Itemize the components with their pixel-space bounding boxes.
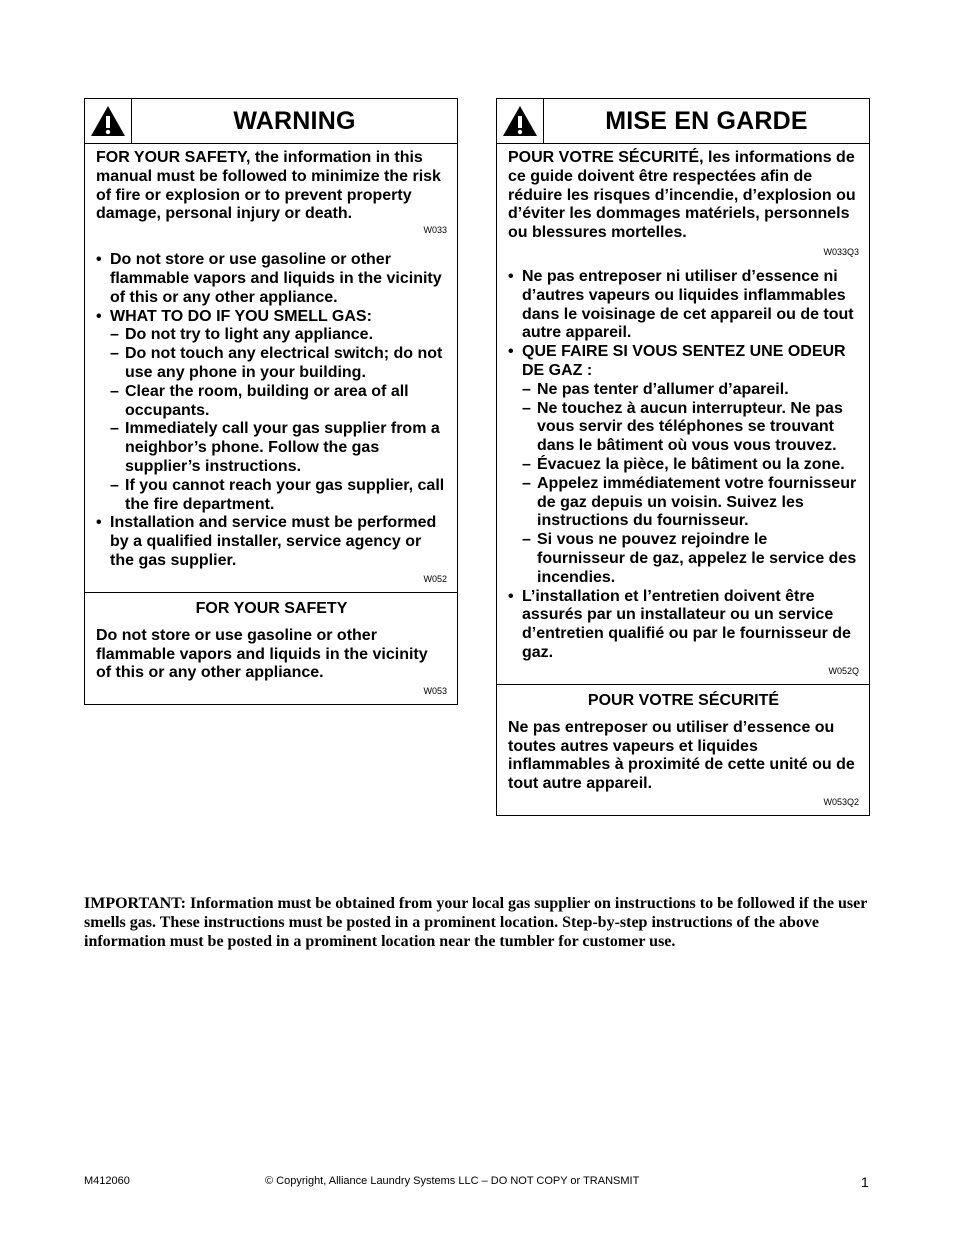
warning-triangle-icon [89, 104, 127, 138]
intro-text: FOR YOUR SAFETY, the information in this manual must be followed to minimize the risk of fire or explosion or to prevent property damage, personal injury or death. [96, 149, 441, 223]
intro-text: POUR VOTRE SÉCURITÉ, les informations de ce guide doivent être respectées afin de réduire les risques d’incendie, d’explosion ou d’éviter les dommages matériels, personnels ou blessures mortelles. [508, 149, 856, 242]
warning-title: WARNING [233, 107, 356, 135]
step-item: – Do not try to light any appliance. [110, 326, 447, 345]
document-number: M412060 [84, 1175, 130, 1187]
step-item: – Évacuez la pièce, le bâtiment ou la zone. [522, 456, 859, 475]
safety-text: Do not store or use gasoline or other flammable vapors and liquids in the vicinity of this or any other appliance. [96, 626, 428, 682]
safety-section [85, 592, 457, 696]
intro-section [497, 144, 869, 676]
bullet-list [508, 268, 859, 663]
bullet-list [96, 251, 447, 571]
smell-gas-steps [110, 326, 447, 514]
warning-triangle-icon [501, 104, 539, 138]
bullet-item [96, 308, 447, 515]
safety-code: W053 [423, 686, 447, 697]
warning-header [497, 99, 869, 144]
step-item: – Ne touchez à aucun interrupteur. Ne pas vous servir des téléphones se trouvant dans le bâtiment où vous vous trouvez. [522, 400, 859, 456]
bullet-item [508, 343, 859, 587]
warning-box-french [496, 98, 870, 816]
warning-icon-cell [85, 99, 132, 143]
step-item: – Immediately call your gas supplier from a neighbor’s phone. Follow the gas supplier’s instructions. [110, 420, 447, 476]
bullet-item: • Do not store or use gasoline or other flammable vapors and liquids in the vicinity of this or any other appliance. [96, 251, 447, 307]
page-number: 1 [861, 1174, 869, 1190]
intro-code: W033 [423, 225, 447, 236]
warning-header [85, 99, 457, 144]
step-item: – Appelez immédiatement votre fournisseur de gaz depuis un voisin. Suivez les instructions du fournisseur. [522, 475, 859, 531]
bullet-item-label: QUE FAIRE SI VOUS SENTEZ UNE ODEUR DE GAZ : [522, 343, 846, 379]
warning-icon-cell [497, 99, 544, 143]
intro-section [85, 144, 457, 584]
step-item: – If you cannot reach your gas supplier, call the fire department. [110, 477, 447, 515]
bullet-item: • Ne pas entreposer ni utiliser d’essence ni d’autres vapeurs ou liquides inflammables dans le voisinage de cet appareil ou de tout autre appareil. [508, 268, 859, 343]
important-note: IMPORTANT: Information must be obtained from your local gas supplier on instructions to be followed if the user smells gas. These instructions must be posted in a prominent location. Step-by-step instructions of the above information must be posted in a prominent location near the tumbler for customer use. [84, 895, 868, 951]
safety-text: Ne pas entreposer ou utiliser d’essence ou toutes autres vapeurs et liquides inflammables à proximité de cette unité ou de tout autre appareil. [508, 718, 855, 793]
bullet-item-label: WHAT TO DO IF YOU SMELL GAS: [110, 307, 372, 325]
intro-code: W033Q3 [823, 246, 859, 257]
warning-box-english [84, 98, 458, 705]
warning-title: MISE EN GARDE [605, 107, 808, 135]
step-item: – Clear the room, building or area of all occupants. [110, 383, 447, 421]
smell-gas-steps [522, 381, 859, 588]
step-item: – Do not touch any electrical switch; do not use any phone in your building. [110, 345, 447, 383]
bullet-item: • Installation and service must be performed by a qualified installer, service agency or the gas supplier. [96, 514, 447, 570]
safety-section [497, 684, 869, 807]
bullets-code: W052Q [828, 665, 859, 676]
step-item: – Si vous ne pouvez rejoindre le fournisseur de gaz, appelez le service des incendies. [522, 531, 859, 587]
safety-title: POUR VOTRE SÉCURITÉ [587, 691, 780, 709]
safety-title: FOR YOUR SAFETY [195, 599, 348, 617]
copyright-notice: © Copyright, Alliance Laundry Systems LLC – DO NOT COPY or TRANSMIT [265, 1175, 640, 1187]
step-item: – Ne pas tenter d’allumer d’apareil. [522, 381, 859, 400]
bullets-code: W052 [423, 573, 447, 584]
safety-code: W053Q2 [823, 796, 859, 807]
bullet-item: • L’installation et l’entretien doivent être assurés par un installateur ou un service d’entretien qualifié ou par le fournisseur de gaz. [508, 588, 859, 663]
